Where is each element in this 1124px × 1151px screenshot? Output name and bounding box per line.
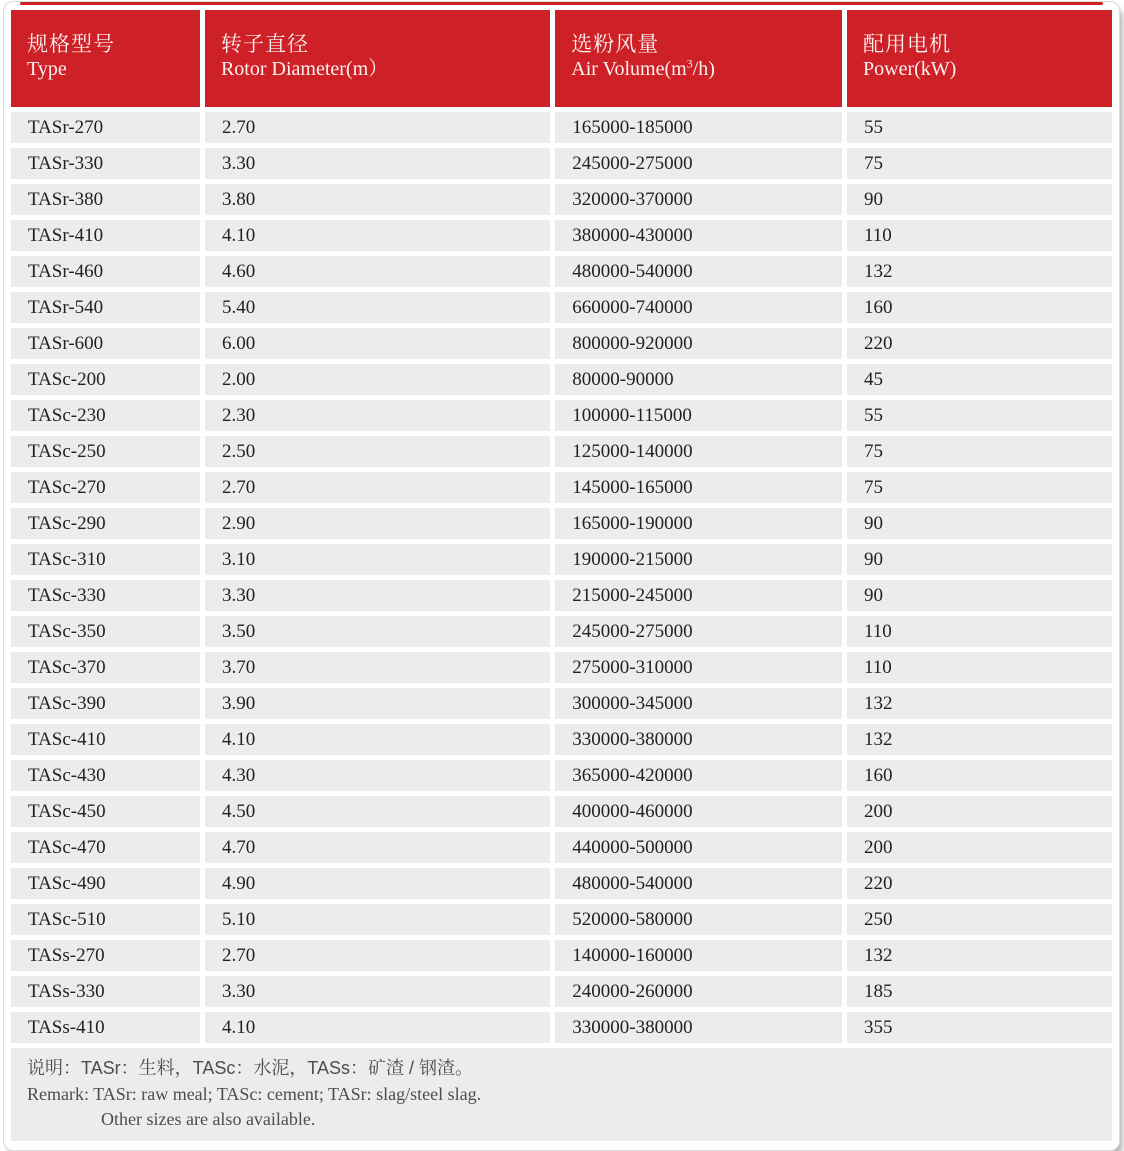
cell: TASs-410 (11, 1012, 200, 1043)
table-row (11, 112, 1112, 143)
cell: 320000-370000 (555, 184, 842, 215)
cell: 132 (847, 724, 1112, 755)
cell: 90 (847, 184, 1112, 215)
cell: 45 (847, 364, 1112, 395)
header-air-volume (555, 10, 842, 107)
cell: 3.70 (205, 652, 550, 683)
table-row (11, 292, 1112, 323)
cell: 100000-115000 (555, 400, 842, 431)
header-rotor-diameter (205, 10, 550, 107)
cell: 125000-140000 (555, 436, 842, 467)
cell: 55 (847, 112, 1112, 143)
cell: 90 (847, 508, 1112, 539)
cell: 800000-920000 (555, 328, 842, 359)
table-row (11, 976, 1112, 1007)
cell: 185 (847, 976, 1112, 1007)
table-row (11, 544, 1112, 575)
table-row (11, 580, 1112, 611)
cell: TASc-350 (11, 616, 200, 647)
cell: 5.40 (205, 292, 550, 323)
cell: 245000-275000 (555, 616, 842, 647)
cell: 3.30 (205, 976, 550, 1007)
table-row (11, 904, 1112, 935)
cell: 4.90 (205, 868, 550, 899)
cell: 145000-165000 (555, 472, 842, 503)
table-row (11, 364, 1112, 395)
cell: 4.50 (205, 796, 550, 827)
cell: 240000-260000 (555, 976, 842, 1007)
cell: TASc-330 (11, 580, 200, 611)
cell: 90 (847, 580, 1112, 611)
cell: 2.30 (205, 400, 550, 431)
cell: 6.00 (205, 328, 550, 359)
cell: TASc-510 (11, 904, 200, 935)
cell: TASr-600 (11, 328, 200, 359)
cell: 2.70 (205, 112, 550, 143)
cell: TASc-450 (11, 796, 200, 827)
cell: 440000-500000 (555, 832, 842, 863)
cell: 160 (847, 760, 1112, 791)
table-row (11, 724, 1112, 755)
cell: TASc-470 (11, 832, 200, 863)
cell: TASc-370 (11, 652, 200, 683)
cell: 165000-185000 (555, 112, 842, 143)
cell: 660000-740000 (555, 292, 842, 323)
header-type (11, 10, 200, 107)
header-rotor-diameter-zh: 转子直径 (220, 33, 309, 56)
table-row (11, 616, 1112, 647)
cell: 4.10 (205, 220, 550, 251)
cell: 250 (847, 904, 1112, 935)
cell: TASc-490 (11, 868, 200, 899)
cell: 4.60 (205, 256, 550, 287)
table-row (11, 652, 1112, 683)
cell: TASr-460 (11, 256, 200, 287)
cell: 165000-190000 (555, 508, 842, 539)
cell: 480000-540000 (555, 256, 842, 287)
table-row (11, 220, 1112, 251)
table-row (11, 760, 1112, 791)
table-row (11, 400, 1112, 431)
remark-line-chinese: 说明：TASr：生料，TASc：水泥，TASs：矿渣 / 钢渣。 (27, 1058, 474, 1078)
cell: 5.10 (205, 904, 550, 935)
cell: 215000-245000 (555, 580, 842, 611)
header-air-volume-zh: 选粉风量 (571, 33, 660, 56)
table-row (11, 940, 1112, 971)
cell: TASc-230 (11, 400, 200, 431)
table-body (11, 112, 1112, 1043)
cell: 2.50 (205, 436, 550, 467)
cell: 3.10 (205, 544, 550, 575)
cell: 110 (847, 652, 1112, 683)
cell: 55 (847, 400, 1112, 431)
cell: 3.90 (205, 688, 550, 719)
spec-table (6, 5, 1117, 1146)
cell: 380000-430000 (555, 220, 842, 251)
header-air-volume-en: Air $Volume(m^3/h)$ (571, 56, 715, 80)
cell: 480000-540000 (555, 868, 842, 899)
cell: 190000-215000 (555, 544, 842, 575)
header-power-en: Power(kW) (863, 58, 957, 80)
cell: 3.30 (205, 580, 550, 611)
cell: TASr-410 (11, 220, 200, 251)
cell: TASc-290 (11, 508, 200, 539)
cell: 3.50 (205, 616, 550, 647)
cell: TASc-310 (11, 544, 200, 575)
cell: 90 (847, 544, 1112, 575)
cell: 132 (847, 940, 1112, 971)
header-type-zh: 规格型号 (27, 33, 115, 56)
cell: TASc-270 (11, 472, 200, 503)
cell: 160 (847, 292, 1112, 323)
cell: 220 (847, 328, 1112, 359)
cell: 4.10 (205, 1012, 550, 1043)
cell: 355 (847, 1012, 1112, 1043)
cell: 75 (847, 472, 1112, 503)
table-row (11, 1012, 1112, 1043)
cell: TASc-410 (11, 724, 200, 755)
cell: TASc-200 (11, 364, 200, 395)
table-row (11, 472, 1112, 503)
spec-table-card (3, 1, 1120, 1151)
cell: 330000-380000 (555, 1012, 842, 1043)
table-row (11, 148, 1112, 179)
cell: 2.90 (205, 508, 550, 539)
cell: TASr-540 (11, 292, 200, 323)
cell: 220 (847, 868, 1112, 899)
cell: 75 (847, 436, 1112, 467)
table-row (11, 796, 1112, 827)
remark-line-english: Remark: TASr: raw meal; TASc: cement; TASr: slag/steel slag. (27, 1084, 482, 1104)
cell: TASc-250 (11, 436, 200, 467)
cell: 400000-460000 (555, 796, 842, 827)
cell: 520000-580000 (555, 904, 842, 935)
cell: 330000-380000 (555, 724, 842, 755)
header-power-zh: 配用电机 (863, 33, 951, 56)
cell: 300000-345000 (555, 688, 842, 719)
cell: 2.70 (205, 940, 550, 971)
cell: TASs-270 (11, 940, 200, 971)
cell: TASc-430 (11, 760, 200, 791)
remark-line-other-sizes: Other sizes are also available. (101, 1109, 316, 1129)
remark-row (11, 1048, 1112, 1141)
cell: TASc-390 (11, 688, 200, 719)
cell: TASr-330 (11, 148, 200, 179)
cell: 365000-420000 (555, 760, 842, 791)
cell: 2.70 (205, 472, 550, 503)
cell: 3.80 (205, 184, 550, 215)
table-row (11, 256, 1112, 287)
cell: 275000-310000 (555, 652, 842, 683)
cell: 110 (847, 616, 1112, 647)
cell: 80000-90000 (555, 364, 842, 395)
cell: 4.30 (205, 760, 550, 791)
table-row (11, 436, 1112, 467)
cell: 110 (847, 220, 1112, 251)
cell: 3.30 (205, 148, 550, 179)
header-type-en: Type (27, 58, 67, 80)
cell: 4.10 (205, 724, 550, 755)
table-row (11, 832, 1112, 863)
cell: TASs-330 (11, 976, 200, 1007)
cell: 245000-275000 (555, 148, 842, 179)
cell: 132 (847, 688, 1112, 719)
remark-cell (11, 1048, 1112, 1141)
table-row (11, 868, 1112, 899)
header-power (847, 10, 1112, 107)
table-row (11, 184, 1112, 215)
cell: 140000-160000 (555, 940, 842, 971)
header-rotor-diameter-en: Rotor Diameter(m） (220, 58, 389, 80)
cell: 2.00 (205, 364, 550, 395)
cell: 200 (847, 832, 1112, 863)
cell: 75 (847, 148, 1112, 179)
table-row (11, 328, 1112, 359)
cell: 200 (847, 796, 1112, 827)
cell: 4.70 (205, 832, 550, 863)
table-row (11, 688, 1112, 719)
header-row (11, 10, 1112, 107)
cell: 132 (847, 256, 1112, 287)
table-row (11, 508, 1112, 539)
cell: TASr-380 (11, 184, 200, 215)
cell: TASr-270 (11, 112, 200, 143)
superscript-3: 3 (686, 56, 693, 71)
